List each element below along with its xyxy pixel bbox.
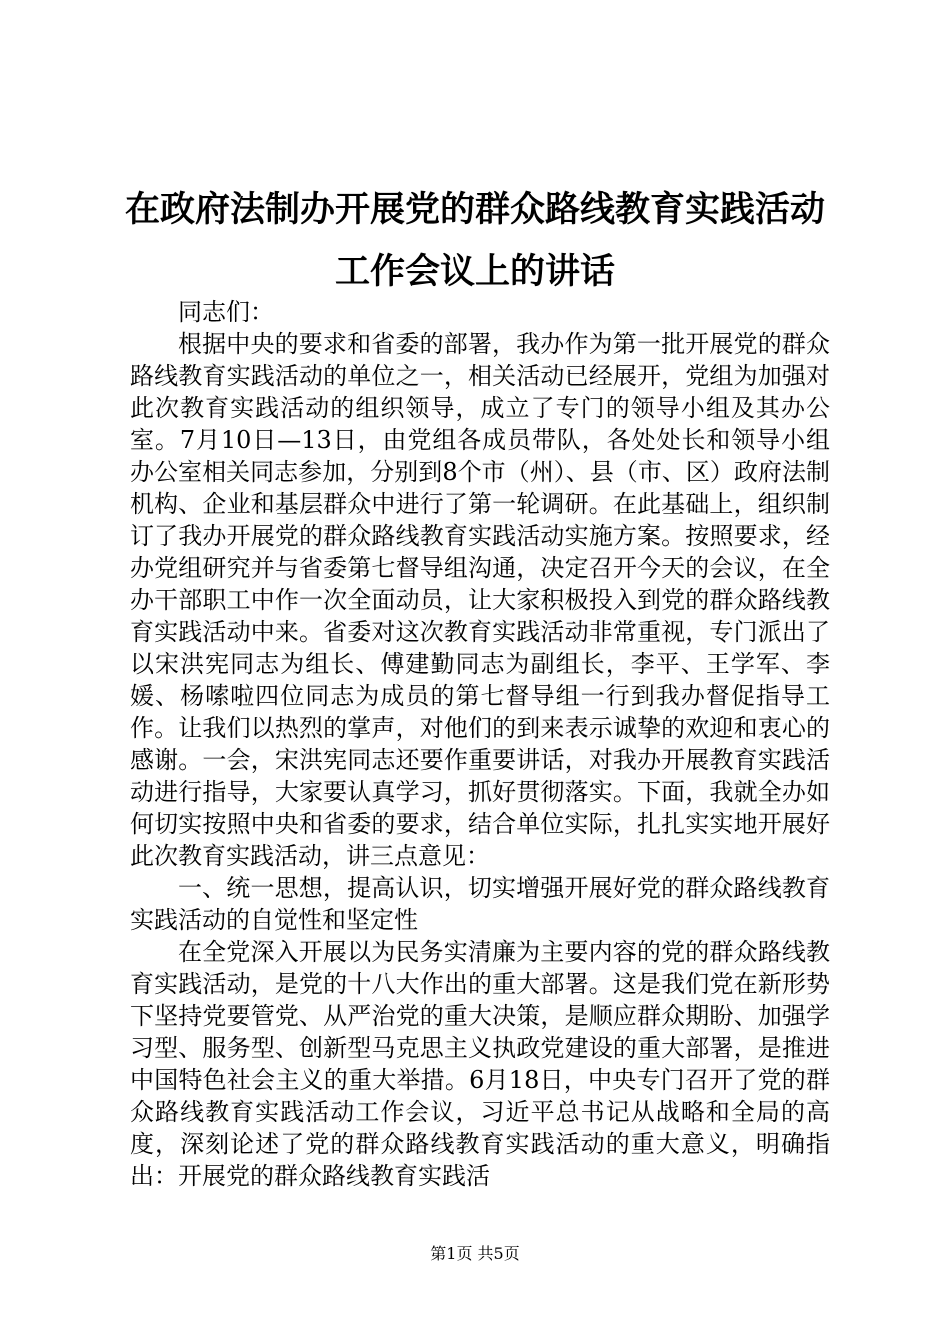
salutation: 同志们：	[178, 298, 274, 326]
section-heading: 一、统一思想，提高认识，切实增强开展好党的群众路线教育实践活动的自觉性和坚定性	[130, 874, 830, 934]
document-body	[130, 296, 830, 1192]
paragraph: 在全党深入开展以为民务实清廉为主要内容的党的群众路线教育实践活动，是党的十八大作出的重大部署。这是我们党在新形势下坚持党要管党、从严治党的重大决策，是顺应群众期盼、加强学习型、服务型、创新型马克思主义执政党建设的重大部署，是推进中国特色社会主义的重大举措。6月18日，中央专门召开了党的群众路线教育实践活动工作会议，习近平总书记从战略和全局的高度，深刻论述了党的群众路线教育实践活动的重大意义，明确指出：开展党的群众路线教育实践活	[130, 938, 830, 1190]
page-footer: 第1页 共5页	[430, 1244, 520, 1263]
document-title-line-2: 工作会议上的讲话	[334, 252, 615, 292]
document-title-line-1: 在政府法制办开展党的群众路线教育实践活动	[124, 190, 825, 230]
paragraph: 根据中央的要求和省委的部署，我办作为第一批开展党的群众路线教育实践活动的单位之一，相关活动已经展开，党组为加强对此次教育实践活动的组织领导，成立了专门的领导小组及其办公室。7月10日—13日，由党组各成员带队，各处处长和领导小组办公室相关同志参加，分别到8个市（州）、县（市、区）政府法制机构、企业和基层群众中进行了第一轮调研。在此基础上，组织制订了我办开展党的群众路线教育实践活动实施方案。按照要求，经办党组研究并与省委第七督导组沟通，决定召开今天的会议，在全办干部职工中作一次全面动员，让大家积极投入到党的群众路线教育实践活动中来。省委对这次教育实践活动非常重视，专门派出了以宋洪宪同志为组长、傅建勤同志为副组长，李平、王学军、李媛、杨嗦啦四位同志为成员的第七督导组一行到我办督促指导工作。让我们以热烈的掌声，对他们的到来表示诚挚的欢迎和衷心的感谢。一会，宋洪宪同志还要作重要讲话，对我办开展教育实践活动进行指导，大家要认真学习，抓好贯彻落实。下面，我就全办如何切实按照中央和省委的要求，结合单位实际，扎扎实实地开展好此次教育实践活动，讲三点意见：	[130, 330, 830, 870]
